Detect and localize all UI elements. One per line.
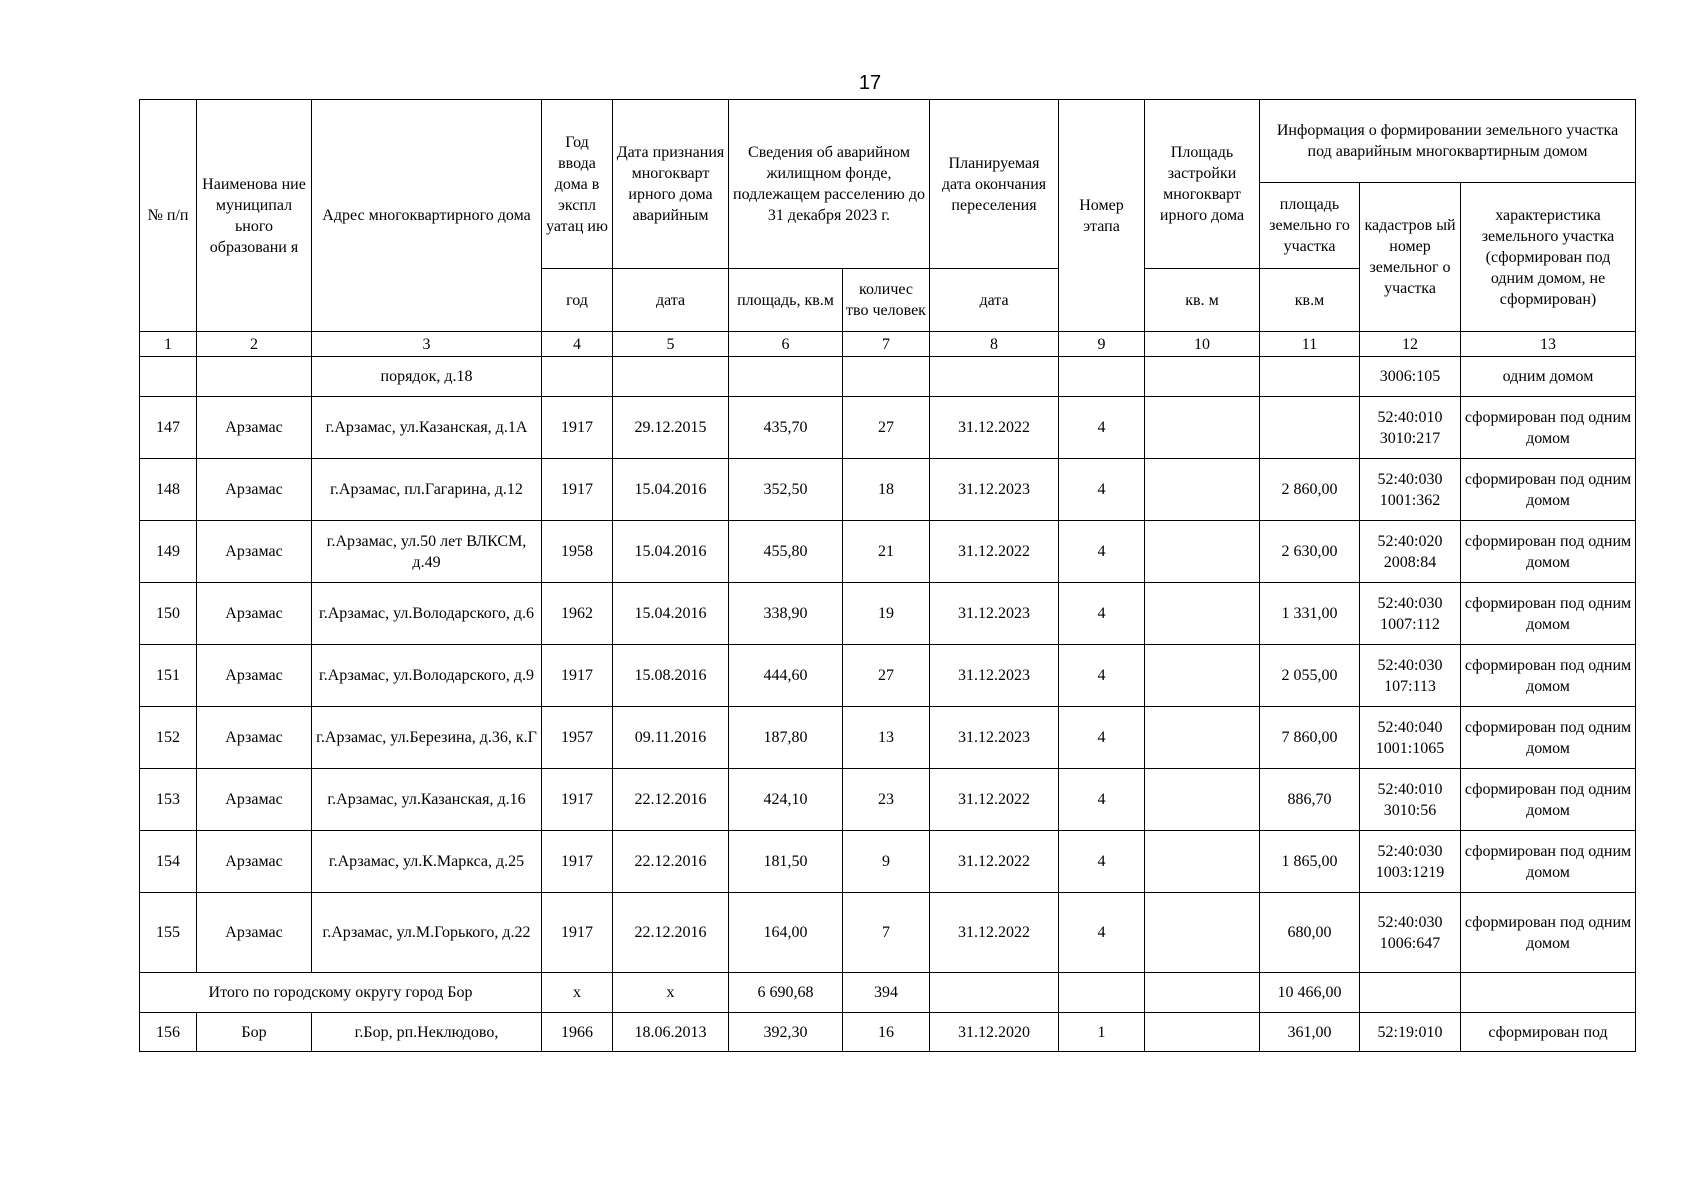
cell-land-characteristic: сформирован под одним домом [1461,707,1636,769]
cell-cadastral: 52:40:030 1007:112 [1360,583,1461,645]
cell-year: 1917 [542,893,613,973]
header-municipality: Наименова ние муниципал ьного образовани я [197,100,312,332]
cell-building-area [1145,831,1260,893]
cell-people: 21 [843,521,930,583]
header-date-recognized: Дата признания многокварт ирного дома аварийным [613,100,729,269]
cell-land-characteristic: сформирован под одним домом [1461,893,1636,973]
cell-people: 13 [843,707,930,769]
emergency-housing-table [139,99,1636,1052]
cell-land-area: 2 860,00 [1260,459,1360,521]
cell-address: г.Арзамас, ул.К.Маркса, д.25 [312,831,542,893]
total-label: Итого по городскому округу город Бор [140,973,542,1013]
cell-building-area [1145,397,1260,459]
cell-land-characteristic: сформирован под одним домом [1461,583,1636,645]
cell-cadastral: 52:19:010 [1360,1013,1461,1052]
total-year: х [542,973,613,1013]
cell-land-characteristic: сформирован под одним домом [1461,831,1636,893]
cell-area: 455,80 [729,521,843,583]
cell-municipality: Арзамас [197,459,312,521]
header-building-area: Площадь застройки многокварт ирного дома [1145,100,1260,269]
unit-area: площадь, кв.м [729,269,843,332]
cell-address: г.Бор, рп.Неклюдово, [312,1013,542,1052]
cell-land-area: 1 865,00 [1260,831,1360,893]
cell-land-area: 680,00 [1260,893,1360,973]
cell-date: 15.04.2016 [613,459,729,521]
cell-land-area: 2 630,00 [1260,521,1360,583]
cell-no: 155 [140,893,197,973]
total-people: 394 [843,973,930,1013]
cell-no: 153 [140,769,197,831]
cell-land-characteristic: сформирован под одним домом [1461,645,1636,707]
cell-address: г.Арзамас, ул.Володарского, д.6 [312,583,542,645]
table-row [140,521,1636,583]
cell-date: 22.12.2016 [613,769,729,831]
cell-land-area [1260,397,1360,459]
cell-land-characteristic: сформирован под одним домом [1461,769,1636,831]
table-row [140,397,1636,459]
cell-cadastral: 52:40:030 1001:362 [1360,459,1461,521]
cell-stage: 4 [1059,893,1145,973]
cell-address: г.Арзамас, ул.Володарского, д.9 [312,645,542,707]
cell-cadastral: 52:40:030 1003:1219 [1360,831,1461,893]
cell-address: порядок, д.18 [312,357,542,397]
cell-no: 152 [140,707,197,769]
cell-no: 147 [140,397,197,459]
cell-date: 22.12.2016 [613,831,729,893]
cell-area: 187,80 [729,707,843,769]
cell-land-area: 361,00 [1260,1013,1360,1052]
cell-year: 1917 [542,459,613,521]
cell-area: 338,90 [729,583,843,645]
table-row [140,831,1636,893]
cell-cadastral: 52:40:030 107:113 [1360,645,1461,707]
cell-municipality: Арзамас [197,831,312,893]
unit-planned-date: дата [930,269,1059,332]
cell-address: г.Арзамас, ул.Казанская, д.1А [312,397,542,459]
table-row [140,583,1636,645]
header-land-characteristic: характеристика земельного участка (сформирован под одним домом, не сформирован) [1461,183,1636,332]
cell-building-area [1145,583,1260,645]
cell-people: 19 [843,583,930,645]
page-number: 17 [858,72,882,94]
cell-building-area [1145,459,1260,521]
cell-cadastral: 52:40:010 3010:56 [1360,769,1461,831]
cell-people: 27 [843,397,930,459]
header-cadastral: кадастров ый номер земельног о участка [1360,183,1461,332]
cell-people: 16 [843,1013,930,1052]
cell-planned-date: 31.12.2023 [930,583,1059,645]
column-number: 3 [312,332,542,357]
total-land-area: 10 466,00 [1260,973,1360,1013]
table-footer [140,973,1636,1052]
cell-planned-date: 31.12.2023 [930,459,1059,521]
cell-year: 1957 [542,707,613,769]
table-row-continuation [140,357,1636,397]
cell-no: 156 [140,1013,197,1052]
cell-planned-date: 31.12.2020 [930,1013,1059,1052]
cell-people: 7 [843,893,930,973]
cell-year: 1966 [542,1013,613,1052]
cell-area: 352,50 [729,459,843,521]
cell-land-characteristic: сформирован под одним домом [1461,459,1636,521]
cell-area: 424,10 [729,769,843,831]
header-address: Адрес многоквартирного дома [312,100,542,332]
cell-year: 1917 [542,397,613,459]
cell-year: 1917 [542,831,613,893]
table-header [140,100,1636,357]
cell-people: 9 [843,831,930,893]
table-row [140,645,1636,707]
table-body [140,357,1636,973]
table-row [140,1013,1636,1052]
cell-no: 148 [140,459,197,521]
cell-building-area [1145,769,1260,831]
cell-municipality: Арзамас [197,583,312,645]
total-row [140,973,1636,1013]
cell-building-area [1145,645,1260,707]
unit-date: дата [613,269,729,332]
column-number: 6 [729,332,843,357]
column-number: 10 [1145,332,1260,357]
cell-area: 392,30 [729,1013,843,1052]
cell-stage: 1 [1059,1013,1145,1052]
unit-year: год [542,269,613,332]
column-number: 13 [1461,332,1636,357]
cell-stage: 4 [1059,645,1145,707]
cell-land-area: 2 055,00 [1260,645,1360,707]
cell-address: г.Арзамас, пл.Гагарина, д.12 [312,459,542,521]
header-land-area: площадь земельно го участка [1260,183,1360,269]
cell-building-area [1145,521,1260,583]
cell-stage: 4 [1059,459,1145,521]
cell-no: 151 [140,645,197,707]
cell-date: 15.04.2016 [613,583,729,645]
column-number: 1 [140,332,197,357]
cell-area: 444,60 [729,645,843,707]
cell-building-area [1145,707,1260,769]
table-row [140,459,1636,521]
cell-municipality: Арзамас [197,893,312,973]
cell-year: 1962 [542,583,613,645]
cell-stage: 4 [1059,769,1145,831]
total-date: х [613,973,729,1013]
cell-stage: 4 [1059,583,1145,645]
unit-land-sqm: кв.м [1260,269,1360,332]
cell-municipality: Арзамас [197,769,312,831]
cell-address: г.Арзамас, ул.Березина, д.36, к.Г [312,707,542,769]
cell-land-characteristic: сформирован под [1461,1013,1636,1052]
cell-area: 181,50 [729,831,843,893]
cell-area: 435,70 [729,397,843,459]
unit-building-sqm: кв. м [1145,269,1260,332]
cell-municipality: Арзамас [197,397,312,459]
header-no: № п/п [140,100,197,332]
column-number: 8 [930,332,1059,357]
cell-stage: 4 [1059,521,1145,583]
cell-address: г.Арзамас, ул.М.Горького, д.22 [312,893,542,973]
cell-address: г.Арзамас, ул.Казанская, д.16 [312,769,542,831]
unit-people: количес тво человек [843,269,930,332]
cell-municipality: Арзамас [197,645,312,707]
header-stage: Номер этапа [1059,100,1145,332]
cell-planned-date: 31.12.2022 [930,521,1059,583]
cell-people: 23 [843,769,930,831]
header-planned-date: Планируемая дата окончания переселения [930,100,1059,269]
cell-date: 22.12.2016 [613,893,729,973]
cell-stage: 4 [1059,831,1145,893]
column-number: 12 [1360,332,1461,357]
cell-year: 1917 [542,645,613,707]
cell-date: 18.06.2013 [613,1013,729,1052]
cell-people: 27 [843,645,930,707]
header-fund-info: Сведения об аварийном жилищном фонде, подлежащем расселению до 31 декабря 2023 г. [729,100,930,269]
cell-land-area: 1 331,00 [1260,583,1360,645]
column-number-row [140,332,1636,357]
cell-land-characteristic: сформирован под одним домом [1461,521,1636,583]
cell-cadastral: 3006:105 [1360,357,1461,397]
header-year: Год ввода дома в экспл уатац ию [542,100,613,269]
header-land-info: Информация о формировании земельного участка под аварийным многоквартирным домом [1260,100,1636,183]
column-number: 4 [542,332,613,357]
column-number: 2 [197,332,312,357]
table-row [140,769,1636,831]
cell-date: 15.08.2016 [613,645,729,707]
cell-cadastral: 52:40:040 1001:1065 [1360,707,1461,769]
cell-no: 149 [140,521,197,583]
table-row [140,707,1636,769]
cell-cadastral: 52:40:020 2008:84 [1360,521,1461,583]
cell-area: 164,00 [729,893,843,973]
cell-date: 09.11.2016 [613,707,729,769]
cell-people: 18 [843,459,930,521]
cell-land-area: 886,70 [1260,769,1360,831]
table-row [140,893,1636,973]
cell-planned-date: 31.12.2023 [930,707,1059,769]
cell-municipality: Арзамас [197,707,312,769]
cell-year: 1917 [542,769,613,831]
cell-planned-date: 31.12.2023 [930,645,1059,707]
cell-building-area [1145,893,1260,973]
cell-stage: 4 [1059,707,1145,769]
column-number: 9 [1059,332,1145,357]
total-area: 6 690,68 [729,973,843,1013]
cell-year: 1958 [542,521,613,583]
cell-no: 150 [140,583,197,645]
column-number: 11 [1260,332,1360,357]
cell-cadastral: 52:40:030 1006:647 [1360,893,1461,973]
cell-address: г.Арзамас, ул.50 лет ВЛКСМ, д.49 [312,521,542,583]
cell-planned-date: 31.12.2022 [930,831,1059,893]
cell-municipality: Бор [197,1013,312,1052]
cell-no: 154 [140,831,197,893]
cell-cadastral: 52:40:010 3010:217 [1360,397,1461,459]
cell-date: 29.12.2015 [613,397,729,459]
cell-municipality: Арзамас [197,521,312,583]
cell-date: 15.04.2016 [613,521,729,583]
column-number: 5 [613,332,729,357]
cell-stage: 4 [1059,397,1145,459]
cell-planned-date: 31.12.2022 [930,893,1059,973]
cell-land-area: 7 860,00 [1260,707,1360,769]
cell-land-characteristic: сформирован под одним домом [1461,397,1636,459]
cell-building-area [1145,1013,1260,1052]
cell-land-characteristic: одним домом [1461,357,1636,397]
column-number: 7 [843,332,930,357]
cell-planned-date: 31.12.2022 [930,397,1059,459]
cell-planned-date: 31.12.2022 [930,769,1059,831]
